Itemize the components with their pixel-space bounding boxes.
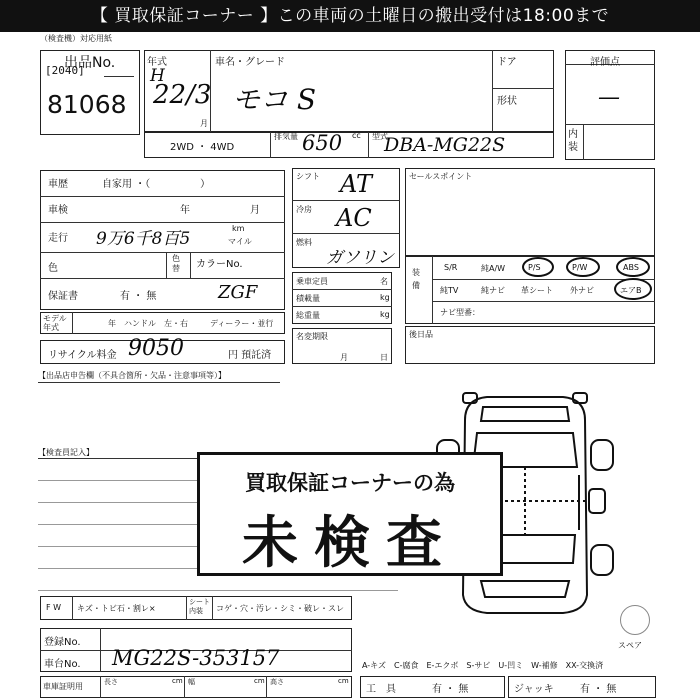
sales-point-label: セールスポイント <box>409 172 473 181</box>
seat-label: シート内装 <box>189 598 210 615</box>
year-label: 年式 <box>147 57 167 68</box>
spare-label: スペア <box>618 641 642 650</box>
after-date-label: 後日品 <box>409 330 433 339</box>
inspection-year: 年 <box>180 205 190 216</box>
model-label: 型式 <box>372 132 388 141</box>
interior-label: 内装 <box>568 129 578 153</box>
equip-abs: ABS <box>623 263 639 272</box>
equipment-label: 装備 <box>412 268 420 290</box>
car-name: モコ S <box>232 83 317 116</box>
lot-number: 81068 <box>47 90 127 119</box>
recycle-value: 9050 <box>128 336 184 361</box>
stamp-line2: 未検査 <box>242 511 458 576</box>
name-change-label: 名変期限 <box>296 332 328 341</box>
capacity-label: 乗車定員 <box>296 277 328 286</box>
equip-ext-navi: 外ナビ <box>570 286 594 295</box>
shape-label: 形状 <box>497 96 517 107</box>
seat-text: コゲ・穴・汚レ・シミ・破レ・スレ <box>216 604 344 613</box>
cert-length-unit: cm <box>172 677 183 685</box>
lot-tag: [2040] <box>45 64 85 77</box>
spare-tire-icon <box>620 605 650 635</box>
jack-label: ジャッキ <box>514 684 554 695</box>
model-value: DBA-MG22S <box>384 134 506 156</box>
chassis-value: MG22S-353157 <box>112 646 280 670</box>
car-name-label: 車名・グレード <box>215 57 285 68</box>
mileage-value: 9万6千8百5 <box>96 229 191 249</box>
equip-airbag: エアB <box>620 286 642 295</box>
model-year-label: モデル年式 <box>43 314 67 332</box>
gross-label: 総重量 <box>296 311 320 320</box>
navi-model-label: ナビ型番： <box>440 308 480 317</box>
color-label: 色 <box>48 263 58 274</box>
certificate-label: 車庫証明用 <box>43 682 83 691</box>
displacement-unit: cc <box>352 131 361 140</box>
color-code-label: カラーNo. <box>196 259 243 270</box>
exhibitor-section-label: 【出品店申告欄（不具合箇所・欠品・注意事項等）】 <box>38 371 226 380</box>
circle-airbag <box>614 278 652 300</box>
displacement-label: 排気量 <box>274 132 298 141</box>
equip-leather: 革シート <box>521 286 553 295</box>
name-change-month: 月 <box>340 353 348 362</box>
mileage-unit-mile: マイル <box>228 237 252 246</box>
score-value: — <box>598 85 620 110</box>
equip-pw: P/W <box>572 263 588 272</box>
year-month: 月 <box>200 119 208 128</box>
warranty-options: 有 ・ 無 <box>120 291 157 302</box>
fw-text: キズ・トビ石・割レ× <box>77 604 156 613</box>
inspection-month: 月 <box>250 205 260 216</box>
tools-label: 工 具 <box>366 684 396 695</box>
history-label: 車歴 <box>48 179 68 190</box>
cert-width: 幅 <box>188 678 195 686</box>
mileage-unit-km: km <box>232 224 245 233</box>
aircon-label: 冷房 <box>296 205 312 214</box>
chassis-label: 車台No. <box>44 659 81 670</box>
name-change-day: 日 <box>380 353 388 362</box>
model-year-year: 年 <box>108 319 116 328</box>
displacement-value: 650 <box>302 131 343 155</box>
inspector-section-label: 【検査員記入】 <box>38 448 94 457</box>
cert-width-unit: cm <box>254 677 265 685</box>
aircon-value: AC <box>336 204 372 232</box>
equip-tv: 純TV <box>440 286 459 295</box>
warranty-code: ZGF <box>218 282 258 303</box>
equip-ps: P/S <box>528 263 541 272</box>
after-date-box <box>405 326 655 364</box>
header-banner: 【 買取保証コーナー 】この車両の土曜日の搬出受付は18:00まで <box>0 0 700 32</box>
tools-options: 有 ・ 無 <box>432 684 469 695</box>
load-label: 積載量 <box>296 294 320 303</box>
dealer: ディーラー・並行 <box>210 319 274 328</box>
fuel-label: 燃料 <box>296 238 312 247</box>
circle-ps <box>522 257 554 277</box>
cert-length: 長さ <box>104 678 118 686</box>
load-unit: kg <box>380 293 390 302</box>
damage-legend: A-キズ C-腐食 E-エクボ S-サビ U-凹ミ W-補修 XX-交換済 <box>362 661 604 670</box>
fw-label: F W <box>46 603 62 612</box>
circle-abs <box>616 257 650 277</box>
warranty-label: 保証書 <box>48 291 78 302</box>
steering: ハンドル 左・右 <box>124 319 188 328</box>
circle-pw <box>566 257 600 277</box>
capacity-unit: 名 <box>380 277 388 286</box>
year-value: 22/3 <box>153 80 212 110</box>
stamp-line1: 買取保証コーナーの為 <box>245 471 455 495</box>
fuel-value: ガソリン <box>326 248 394 268</box>
shift-label: シフト <box>296 172 320 181</box>
recycle-unit: 円 預託済 <box>228 350 272 361</box>
cert-height: 高さ <box>270 678 284 686</box>
registration-label: 登録No. <box>44 637 81 648</box>
mileage-label: 走行 <box>48 233 68 244</box>
sheet-title: （検査機）対応用紙 <box>40 34 112 43</box>
score-label: 評価点 <box>590 57 620 68</box>
equip-aw: 純A/W <box>481 264 506 273</box>
shift-value: AT <box>340 170 373 198</box>
recycle-label: リサイクル料金 <box>48 350 117 361</box>
door-label: ドア <box>497 57 517 68</box>
certificate-box <box>40 676 352 698</box>
inspection-label: 車検 <box>48 205 68 216</box>
drive-type: 2WD ・ 4WD <box>170 142 235 153</box>
cert-height-unit: cm <box>338 677 349 685</box>
not-inspected-stamp <box>197 452 503 576</box>
equip-sr: S/R <box>444 263 458 272</box>
lot-label: 出品No. <box>64 55 116 71</box>
history-value: 自家用 ・（ ） <box>102 179 211 190</box>
gross-unit: kg <box>380 310 390 319</box>
year-era: H <box>150 66 165 86</box>
equip-navi: 純ナビ <box>481 286 505 295</box>
color-change: 色替 <box>172 254 180 273</box>
jack-options: 有 ・ 無 <box>580 684 617 695</box>
